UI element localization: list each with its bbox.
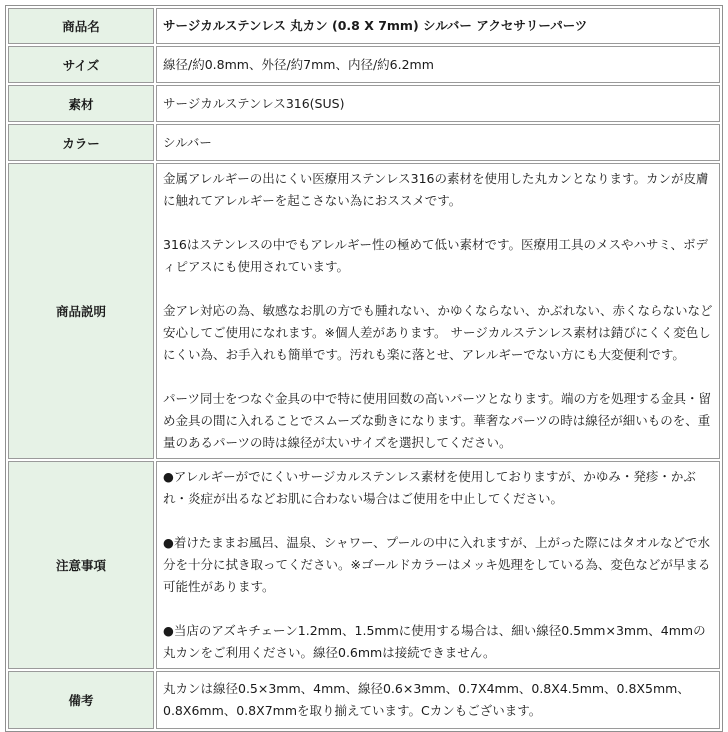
label-material: 素材 <box>8 85 154 122</box>
row-product-name <box>8 8 720 44</box>
label-color: カラー <box>8 124 154 161</box>
value-notes <box>156 461 720 669</box>
value-color: シルバー <box>156 124 720 161</box>
row-description <box>8 163 720 459</box>
label-size: サイズ <box>8 46 154 83</box>
description-paragraph-4: パーツ同士をつなぐ金具の中で特に使用回数の高いパーツとなります。端の方を処理する金具・留め金具の間に入れることでスムーズな動きになります。華奢なパーツの時は線径が細いものを、重量のあるパーツの時は線径が太いサイズを選択してください。 <box>163 391 712 450</box>
description-paragraph-2: 316はステンレスの中でもアレルギー性の極めて低い素材です。医療用工具のメスやハサミ、ボディピアスにも使用されています。 <box>163 237 708 274</box>
notes-paragraph-2: ●着けたままお風呂、温泉、シャワー、プールの中に入れますが、上がった際にはタオルなどで水分を十分に拭き取ってください。※ゴールドカラーはメッキ処理をしている為、変色などが早まる可能性があります。 <box>163 535 711 594</box>
row-color <box>8 124 720 161</box>
label-product-name: 商品名 <box>8 8 154 44</box>
value-remarks: 丸カンは線径0.5×3mm、4mm、線径0.6×3mm、0.7X4mm、0.8X4.5mm、0.8X5mm、0.8X6mm、0.8X7mmを取り揃えています。Cカンもございます。 <box>156 671 720 729</box>
description-paragraph-1: 金属アレルギーの出にくい医療用ステンレス316の素材を使用した丸カンとなります。カンが皮膚に触れてアレルギーを起こさない為におススメです。 <box>163 171 709 208</box>
description-paragraph-3: 金アレ対応の為、敏感なお肌の方でも腫れない、かゆくならない、かぶれない、赤くならないなど安心してご使用になれます。※個人差があります。 サージカルステンレス素材は錆びにくく変色しにくい為、お手入れも簡単です。汚れも楽に落とせ、アレルギーでない方にも大変便利です。 <box>163 303 713 362</box>
notes-paragraph-3: ●当店のアズキチェーン1.2mm、1.5mmに使用する場合は、細い線径0.5mm×3mm、4mmの丸カンをご利用ください。線径0.6mmは接続できません。 <box>163 623 706 660</box>
label-remarks: 備考 <box>8 671 154 729</box>
value-size: 線径/約0.8mm、外径/約7mm、内径/約6.2mm <box>156 46 720 83</box>
row-remarks <box>8 671 720 729</box>
row-size <box>8 46 720 83</box>
value-material: サージカルステンレス316(SUS) <box>156 85 720 122</box>
value-description <box>156 163 720 459</box>
label-description: 商品説明 <box>8 163 154 459</box>
row-material <box>8 85 720 122</box>
row-notes <box>8 461 720 669</box>
value-product-name: サージカルステンレス 丸カン (0.8 X 7mm) シルバー アクセサリーパーツ <box>156 8 720 44</box>
label-notes: 注意事項 <box>8 461 154 669</box>
product-spec-table <box>5 5 723 732</box>
notes-paragraph-1: ●アレルギーがでにくいサージカルステンレス素材を使用しておりますが、かゆみ・発疹・かぶれ・炎症が出るなどお肌に合わない場合はご使用を中止してください。 <box>163 469 696 506</box>
